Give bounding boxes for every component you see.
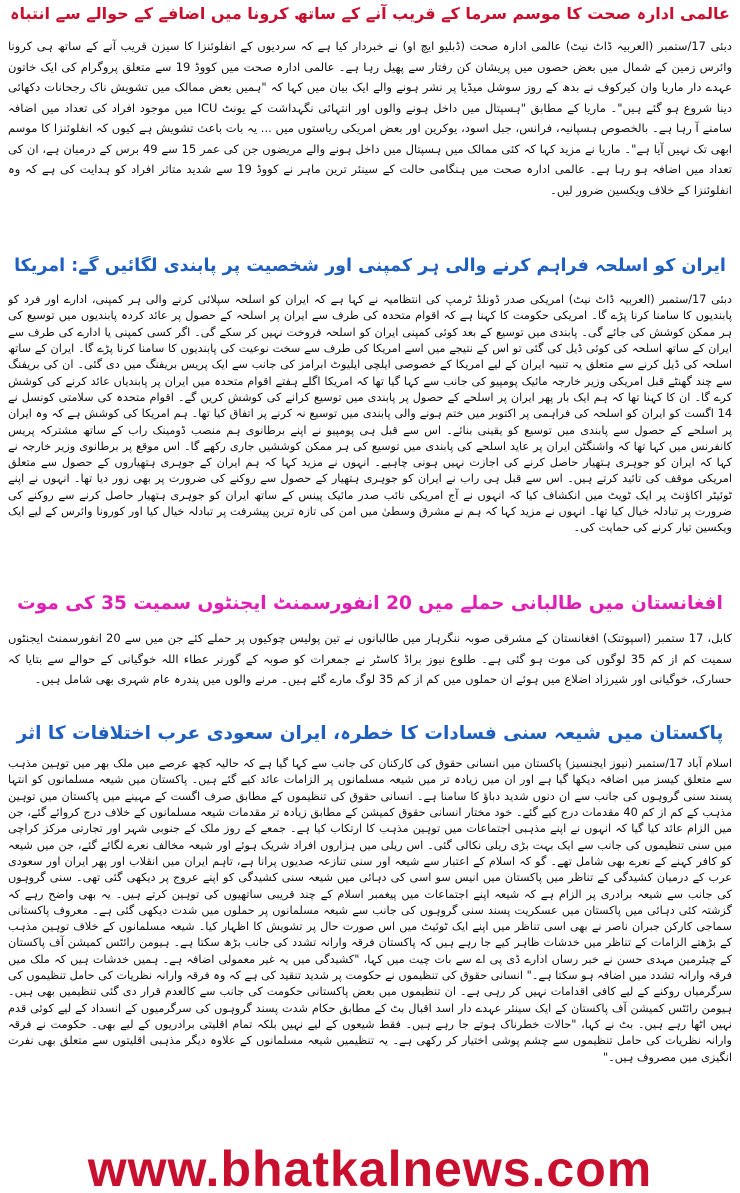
- article-who-covid: [8, 4, 732, 256]
- article-afghanistan-attack: [8, 580, 732, 706]
- article-headline: ایران کو اسلحہ فراہم کرنے والی ہر کمپنی اور شخصیت پر پابندی لگائیں گے: امریکا: [14, 256, 726, 276]
- article-headline: پاکستان میں شیعہ سنی فسادات کا خطرہ، ایران سعودی عرب اختلافات کا اثر: [16, 723, 724, 744]
- article-body: اسلام آباد 17/ستمبر (نیوز ایجنسیز) پاکستان میں انسانی حقوق کی کارکنان کی جانب سے کہا گیا ہے کہ حالیہ کچھ عرصے میں ملک بھر میں توہین مذہب سے متعلق کیسز میں اضافہ دیکھا گیا ہے اور ان میں زیادہ تر میں شیعہ مسلمانوں پر الزامات عائد کیے گئے ہیں۔ پاکستان میں شیعہ مسلمانوں کو انتہا پسند سنی گروہوں کی جانب سے ان دنوں شدید دباؤ کا سامنا ہے۔ انسانی حقوق کی تنظیموں کے مطابق صرف اگست کے مہینے میں پاکستان میں توہین مذہب کے کم از کم 40 مقدمات درج کیے گئے۔ خود مختار انسانی حقوق کمیشن کے مطابق زیادہ تر مقدمات شیعہ مسلمانوں کے خلاف درج کروائے گئے، جن میں الزام عائد کیا گیا کہ انہوں نے اپنے مذہبی اجتماعات میں توہین مذہب کا ارتکاب کیا ہے۔ جمعے کے روز ملک کے جنوبی شہر اور تجارتی مرکز کراچی میں سنی تنظیموں کی جانب سے ایک بہت بڑی ریلی نکالی گئی۔ اس ریلی میں ہزاروں افراد شریک ہوئے اور شیعہ مخالف نعرے لگائے گئے، جن میں شیعہ کو کافر کہنے کے نعرے بھی شامل تھے۔ گو کہ اسلام کے اعتبار سے شیعہ اور سنی تنازعہ صدیوں پرانا ہے، تاہم ایران میں انقلاب اور پھر ایران اور سعودی عرب کے درمیان کشیدگی کے تناظر میں پاکستان میں انیس سو اسی کی دہائی میں شیعہ سنی کشیدگی کو اپنے عروج پر دیکھی گئی تھی۔ سنی گروہوں کی جانب سے شیعہ برادری پر الزام ہے کہ شیعہ اپنے اجتماعات میں پیغمبر اسلام کے چند قریبی ساتھیوں کی توہین کرتے ہیں۔ یہ بھی واضح رہے کہ گزشتہ کئی دہائی میں پاکستان میں عسکریت پسند سنی گروہوں کی جانب سے شیعہ مسلمانوں پر حملوں میں شدت دیکھی گئی ہے۔ معروف پاکستانی سماجی کارکن جبران ناصر نے بھی اسی تناظر میں اپنے ایک ٹوئیٹ میں اس صورت حال پر تشویش کا اظہار کیا۔ شیعہ مسلمانوں کے خلاف توہین مذہب کے بڑھتے الزامات کے تناظر میں خدشات ظاہر کیے جا رہے ہیں کہ پاکستان فرقہ وارانہ تشدد کی جانب بڑھ سکتا ہے۔ ہیومن رائٹس کمیشن آف پاکستان کے چیئرمین مہدی حسن نے خبر رساں ادارے ڈی پی اے سے بات چیت میں کہا، "کشیدگی میں یہ غیر معمولی اضافہ ہے۔ ہمیں خدشات ہیں کہ ملک میں فرقہ وارانہ تشدد میں اضافہ ہو سکتا ہے۔" انسانی حقوق کی تنظیموں نے حکومت پر شدید تنقید کی ہے کہ وہ فرقہ وارانہ نظریات کی حامل تنظیموں کی سرگرمیاں روکنے کے لیے کافی اقدامات نہیں کر رہی ہے۔ ان تنظیموں میں بعض پاکستانی حکومت کی جانب سے کالعدم قرار دی گئی تنظیمیں بھی ہیں۔ ہیومن رائٹس کمیشن آف پاکستان کے ایک سینئر عہدے دار اسد اقبال بٹ کے مطابق حکام شدت پسند گروہوں کی سرگرمیوں کے انسداد کے لیے کوئی قدم نہیں اٹھا رہے ہیں۔ بٹ نے کہا، "حالات خطرناک ہوتے جا رہے ہیں۔ فقط شیعوں کے لیے نہیں بلکہ تمام اقلیتی برادریوں کے لیے بھی۔ حکومت نے فرقہ وارانہ نظریات کی حامل تنظیموں سے چشم پوشی اختیار کر رکھی ہے۔ یہ تنظیمیں شیعہ مسلمانوں کے علاوہ دیگر مذہبی اقلیتوں سے متعلق بھی نفرت انگیزی میں مصروف ہیں۔": [8, 757, 732, 1064]
- article-body: کابل، 17 ستمبر (اسپوتنک) افغانستان کے مشرقی صوبہ ننگرہار میں طالبانوں نے تین پولیس چوکیوں پر حملے کئے جن میں سے 20 انفورسمنٹ ایجنٹوں سمیت کم از کم 35 لوگوں کی موت ہو گئی ہے۔ طلوع نیوز براڈ کاسٹر نے جمعرات کو صوبہ کے گورنر عطاء اللہ خوگیانی کے حوالے سے بتایا کہ حسارک، خوگیانی اور شیرزاد اضلاع میں ہوئے ان حملوں میں کم از کم 35 لوگ مارے گئے ہیں۔ مرنے والوں میں پندرہ عام شہری بھی شامل ہیں۔: [8, 631, 732, 686]
- site-url-banner: www.bhatkalnews.com: [87, 1144, 653, 1193]
- article-body: دبئی 17/ستمبر (العربیہ ڈاٹ نیٹ) عالمی ادارہ صحت (ڈبلیو ایچ او) نے خبردار کیا ہے کہ سردیوں کے انفلوئنزا کا سیزن قریب آنے کے ساتھ ہی کرونا وائرس زمین کے شمال میں بعض حصوں میں پریشان کن رفتار سے پھیل رہا ہے۔ عالمی ادارہ صحت میں کووڈ 19 سے متعلق پروگرام کی ایک خاتون عہدے دار ماریا وان کیرکوف نے بدھ کے روز سوشل میڈیا پر نشر ہونے والے ایک بیان میں کہا کہ "ہمیں بعض ممالک میں تشویش ناک رجحانات دکھائی دینا شروع ہو گئے ہیں"۔ ماریا کے مطابق "ہسپتال میں داخل ہونے والوں اور انتہائی نگہداشت کے یونٹ ICU میں موجود افراد کی تعداد میں اضافہ سامنے آ رہا ہے۔ بالخصوص ہسپانیہ، فرانس، جبل اسود، یوکرین اور بعض امریکی ریاستوں میں ... یہ بات باعث تشویش ہے کیوں کہ انفلوئنزا کا موسم ابھی تک نہیں آیا ہے"۔ ماریا نے مزید کہا کہ کئی ممالک میں ہسپتال میں داخل ہونے والے مریضوں جن کی عمر 15 سے 49 برس کے درمیان ہے، ان کی تعداد میں اضافہ ہو رہا ہے۔ عالمی ادارہ صحت میں ہنگامی حالت کے سینئر ترین ماہر نے کووڈ 19 سے شدید متاثر افراد کو ہدایت کی ہے کہ وہ انفلوئنزا کے خلاف ویکسین ضرور لیں۔: [8, 39, 732, 197]
- article-body: دبئی 17/ستمبر (العربیہ ڈاٹ نیٹ) امریکی صدر ڈونلڈ ٹرمپ کی انتظامیہ نے کہا ہے کہ ایران کو اسلحہ سپلائی کرنے والی ہر کمپنی، ادارے اور فرد کو پابندیوں کا سامنا کرنا پڑے گا۔ امریکی حکومت کا کہنا ہے کہ اقوام متحدہ کی طرف سے ایران پر اسلحہ کے حصول پر عائد کردہ پابندیوں میں توسیع کی ہر ممکن کوشش کی جائے گی۔ پابندی میں توسیع کے بعد کوئی کمپنی ایران کو اسلحہ فروخت نہیں کر سکے گی۔ اگر کسی کمپنی یا ادارے کی طرف سے ایران کے ساتھ اسلحہ کی کوئی ڈیل کی گئی تو اس کے نتیجے میں اسے امریکا کی طرف سے سخت نوعیت کی پابندیوں کا سامنا کرنا پڑے گا۔ ایران کے ساتھ اسلحہ کی ڈیل کرنے سے متعلق یہ تنبیہ ایران کے لیے امریکا کے خصوصی ایلچی ایلیوٹ ابرامز کی جانب سے ایک پریس بریفنگ میں دی گئی۔ ان کی بریفنگ سے چند گھنٹے قبل امریکی وزیر خارجہ مائیک پومپیو کی جانب سے کہا گیا تھا کہ امریکا اگلے ہفتے اقوام متحدہ میں ایران پر پابندیاں عائد کرنے کی کوشش کرے گا۔ ان کا کہنا تھا کہ ہم ایک بار پھر ایران پر اسلحے کے حصول پر پابندی میں توسیع کرانے کی کوشش کریں گے۔ اقوام متحدہ کی سلامتی کونسل نے 14 اگست کو ایران کو اسلحہ کی فراہمی پر اکتوبر میں ختم ہونے والی پابندی میں توسیع نہ کرنے پر اتفاق کیا تھا۔ ہم امریکا کی کوشش ہے کہ وہ ایران پر اسلحے کے حصول سے پابندی میں توسیع کو یقینی بنائے۔ اس سے قبل ہی پومپیو نے اپنے برطانوی ہم منصب ڈومینک راب کے ساتھ مشترکہ پریس کانفرنس میں کہا تھا کہ واشنگٹن ایران پر عاید اسلحے کی پابندی میں توسیع کی ہر ممکن کوششیں جاری رکھے گا۔ اس موقع پر برطانوی وزیر خارجہ نے کہا کہ ایران کو جوہری ہتھیار حاصل کرنے کی اجازت نہیں ہونی چاہیے۔ انہوں نے مزید کہا کہ ہم ایران کے جوہری ہتھیاروں کے حصول سے متعلق امریکی موقف کی تائید کرتے ہیں۔ اس سے قبل ہی راب نے ایران کو جوہری ہتھیار کے حصول سے روکنے کی ضرورت پر بھی زور دیا تھا۔ انہوں نے اپنے ٹوئیٹر اکاؤنٹ پر ایک ٹویٹ میں انکشاف کیا کہ انہوں نے آج امریکی نائب صدر مائیک پینس کے ساتھ ایران کو جوہری ہتھیار حاصل کرنے سے روکنے کی ضرورت پر تبادلہ خیال کیا تھا۔ انہوں نے مزید کہا کہ ہم نے مشرق وسطیٰ میں امن کی تازہ ترین پیشرفت پر تبادلہ خیال کیا اور کورونا وائرس کے لیے ایک ویکسین تیار کرنے کی حمایت کی۔: [8, 293, 732, 535]
- article-iran-arms: [8, 256, 732, 580]
- article-headline: عالمی ادارہ صحت کا موسم سرما کے قریب آنے کے ساتھ کرونا میں اضافے کے حوالے سے انتباہ: [10, 4, 730, 23]
- article-pakistan-sectarian: [8, 712, 732, 1144]
- article-headline: افغانستان میں طالبانی حملے میں 20 انفورسمنٹ ایجنٹوں سمیت 35 کی موت: [17, 593, 723, 614]
